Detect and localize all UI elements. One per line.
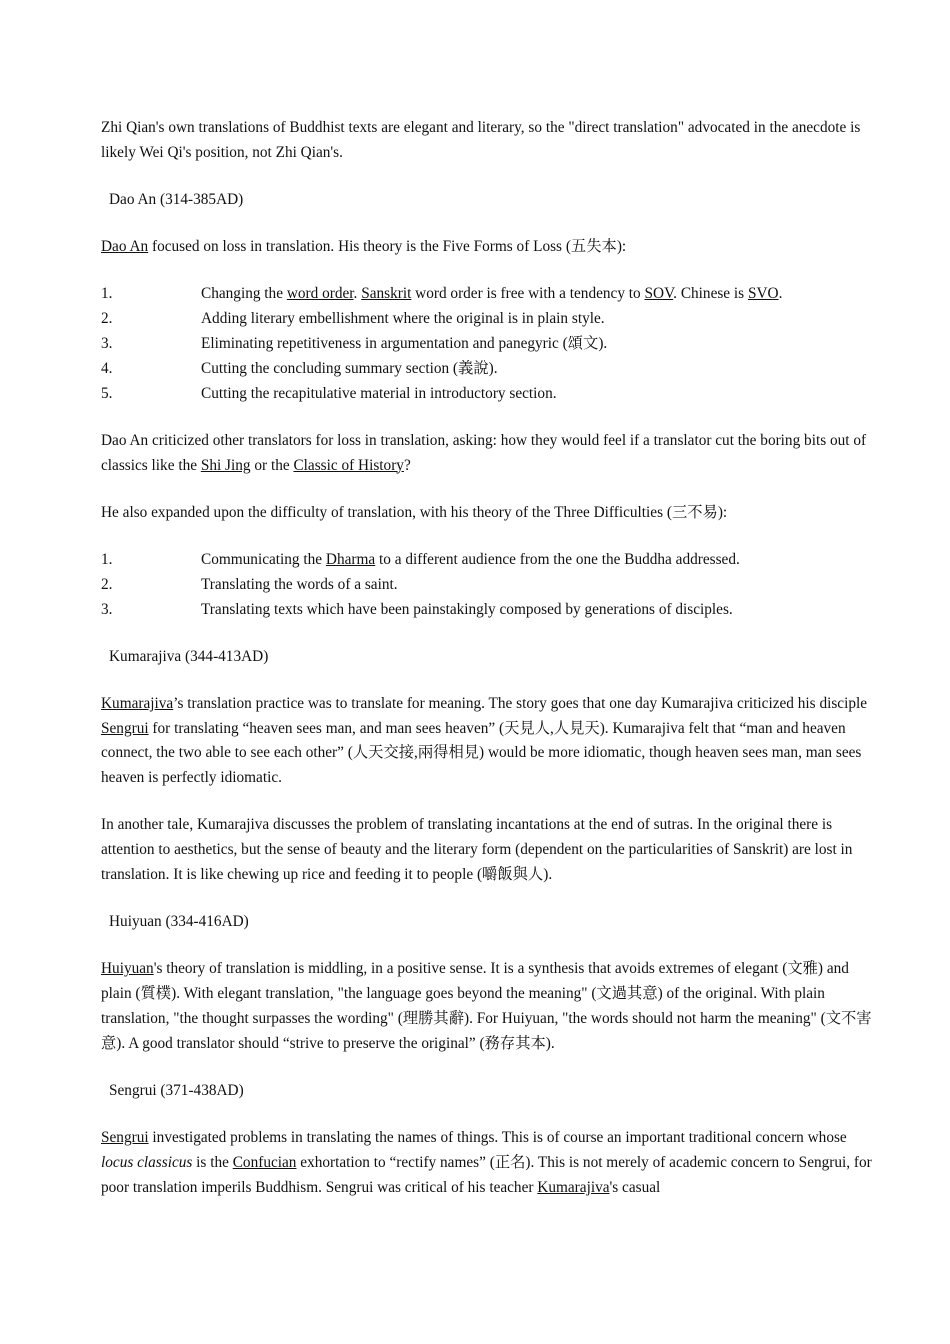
text: . Chinese is (673, 285, 748, 303)
text: 's casual (609, 1178, 661, 1196)
paragraph-kumarajiva-incantations: In another tale, Kumarajiva discusses the problem of translating incantations at the end of sutras. In the original there is attention to aesthetics, but the sense of beauty and the literary form (dependent on the particularities of Sanskrit) are lost in translation. It is like chewing up rice and feeding it to people (嚼飯與人). (101, 816, 853, 884)
list-item (101, 382, 881, 407)
emphasis-locus-classicus: locus classicus (101, 1153, 193, 1171)
section-heading-sengrui: Sengrui (371-438AD) (109, 1082, 244, 1099)
text: Changing the (201, 285, 287, 303)
list-text: Eliminating repetitiveness in argumentation and panegyric (頌文). (201, 334, 608, 352)
text: is the (192, 1153, 233, 1171)
paragraph-kumarajiva-meaning (101, 692, 881, 791)
section-heading-kumarajiva: Kumarajiva (344-413AD) (109, 647, 269, 665)
link-huiyuan[interactable]: Huiyuan (101, 960, 154, 978)
paragraph-three-difficulties: He also expanded upon the difficulty of translation, with his theory of the Three Difficulties (三不易): (101, 503, 728, 521)
link-classic-of-history[interactable]: Classic of History (293, 456, 404, 474)
link-word-order[interactable]: word order (286, 285, 354, 303)
paragraph-zhi-qian: Zhi Qian's own translations of Buddhist texts are elegant and literary, so the "direct translation" advocated in the anecdote is likely Wei Qi's position, not Zhi Qian's. (101, 119, 861, 161)
section-heading-huiyuan: Huiyuan (334-416AD) (109, 913, 249, 931)
list-text: Cutting the concluding summary section (義說). (201, 359, 498, 377)
link-sanskrit[interactable]: Sanskrit (361, 285, 412, 303)
five-forms-of-loss-list (101, 282, 881, 406)
list-text: Cutting the recapitulative material in introductory section. (201, 384, 557, 402)
list-text: Translating the words of a saint. (201, 575, 398, 593)
text: investigated problems in translating the names of things. This is of course an important traditional concern whose (148, 1129, 847, 1147)
list-number: 2. (101, 575, 113, 593)
link-confucian[interactable]: Confucian (232, 1153, 297, 1171)
list-number: 1. (101, 550, 113, 568)
text: focused on loss in translation. His theory is the Five Forms of Loss (五失本): (148, 238, 627, 256)
document-page (101, 116, 881, 1223)
section-heading-dao-an: Dao An (314-385AD) (109, 190, 244, 208)
link-kumarajiva[interactable]: Kumarajiva (101, 694, 174, 712)
list-item (101, 598, 881, 623)
list-number: 4. (101, 359, 113, 377)
paragraph-huiyuan (101, 957, 881, 1056)
list-text: Translating texts which have been painstakingly composed by generations of disciples. (201, 600, 733, 618)
list-number: 1. (101, 285, 113, 303)
text: . (353, 285, 362, 303)
list-text: Adding literary embellishment where the original is in plain style. (201, 310, 605, 328)
text: 's theory of translation is middling, in a positive sense. It is a synthesis that avoids extremes of elegant (文雅) and plain (質樸). With elegant translation, "the language goes beyond the meaning" (文過其意) of the original. With plain translation, "the thought surpasses the wording" (理勝其辭). For Huiyuan, "the words should not harm the meaning" (文不害意). A good translator should “strive to preserve the original” (務存其本). (101, 960, 872, 1052)
text: word order is free with a tendency to (411, 285, 645, 303)
list-number: 5. (101, 384, 113, 402)
link-kumarajiva-teacher[interactable]: Kumarajiva (537, 1178, 610, 1196)
list-text (201, 548, 740, 573)
list-item (101, 573, 881, 598)
link-dao-an[interactable]: Dao An (101, 238, 149, 256)
text: or the (250, 456, 294, 474)
list-number: 3. (101, 334, 113, 352)
list-item (101, 307, 881, 332)
list-item (101, 282, 881, 307)
paragraph-sengrui (101, 1126, 881, 1200)
list-number: 2. (101, 310, 113, 328)
text: Dao An criticized other translators for loss in translation, asking: how they would feel if a translator cut the boring bits out of classics like the (101, 431, 867, 474)
link-svo[interactable]: SVO (747, 285, 779, 303)
list-number: 3. (101, 600, 113, 618)
text: . (778, 285, 783, 303)
link-dharma[interactable]: Dharma (325, 550, 376, 568)
three-difficulties-list (101, 548, 881, 622)
text: ? (403, 456, 411, 474)
text: ’s translation practice was to translate for meaning. The story goes that one day Kumarajiva criticized his disciple (173, 694, 868, 712)
list-item (101, 548, 881, 573)
list-item (101, 357, 881, 382)
link-sengrui-heading[interactable]: Sengrui (101, 1129, 149, 1147)
list-text (201, 282, 782, 307)
paragraph-dao-an-criticism (101, 429, 881, 479)
text: Communicating the (201, 550, 326, 568)
text: to a different audience from the one the Buddha addressed. (375, 550, 740, 568)
text: for translating “heaven sees man, and man sees heaven” (天見人,人見天). Kumarajiva felt that “man and heaven connect, the two able to see each other” (人天交接,兩得相見) would be more idiomatic, though heaven sees man, man sees heaven is perfectly idiomatic. (101, 719, 862, 787)
list-item (101, 332, 881, 357)
link-shi-jing[interactable]: Shi Jing (200, 456, 251, 474)
text: exhortation to “rectify names” (正名). This is not merely of academic concern to Sengrui, for poor translation imperils Buddhism. Sengrui was critical of his teacher (101, 1153, 872, 1196)
paragraph-dao-an-loss (101, 235, 881, 260)
link-sengrui[interactable]: Sengrui (101, 719, 149, 737)
link-sov[interactable]: SOV (644, 285, 674, 303)
